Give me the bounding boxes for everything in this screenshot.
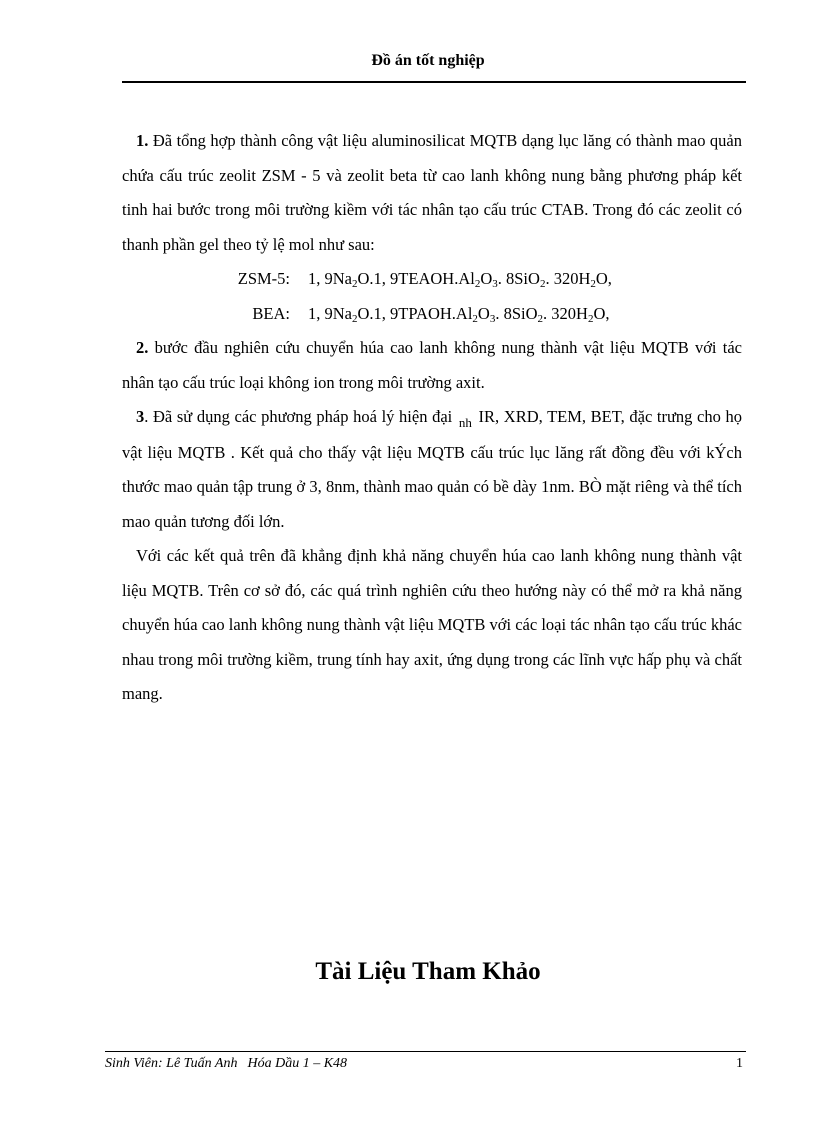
paragraph-text: Đã tổng hợp thành công vật liệu aluminosilicat MQTB dạng lục lăng có thành mao quản chứa cấu trúc zeolit ZSM - 5 và zeolit beta từ cao lanh không nung bằng phương pháp kết tinh hai bước trong môi trường kiềm với tác nhân tạo cấu trúc CTAB. Trong đó các zeolit có thanh phần gel theo tỷ lệ mol như sau: [122, 131, 742, 254]
conclusion-paragraph-3 [122, 400, 742, 539]
paragraph-text: bước đầu nghiên cứu chuyển húa cao lanh không nung thành vật liệu MQTB với tác nhân tạo cấu trúc loại không ion trong môi trường axit. [122, 338, 742, 392]
paragraph-text: Với các kết quả trên đã khẳng định khả năng chuyển húa cao lanh không nung thành vật liệu MQTB. Trên cơ sở đó, các quá trình nghiên cứu theo hướng này có thể mở ra khả năng chuyển húa cao lanh không nung thành vật liệu MQTB với các loại tác nhân tạo cấu trúc khác nhau trong môi trường kiềm, trung tính hay axit, ứng dụng trong các lĩnh vực hấp phụ và chất mang. [122, 546, 742, 703]
formula-expression: 1, $9Na_2O.1$, $9TEAOH.Al_2O_3$. 8SiO$_2$. $320H_2O$, [308, 269, 612, 290]
footer-divider [105, 1051, 746, 1052]
item-number: 3 [136, 407, 145, 426]
stray-text: nh [458, 415, 472, 430]
header-divider [122, 81, 746, 83]
conclusion-paragraph-2 [122, 331, 742, 400]
formula-label: ZSM-5: [237, 269, 290, 288]
footer-info [105, 1056, 357, 1072]
footer-student: Sinh Viên: Lê Tuấn Anh [105, 1056, 238, 1071]
paragraph-text: IR, XRD, TEM, BET, đặc trưng cho họ vật liệu MQTB . Kết quả cho thấy vật liệu MQTB cấu trúc lục lăng rất đồng đều với kÝch thước mao quản tập trung ở 3, 8nm, thành mao quản có bề dày 1nm. BÒ mặt riêng và thể tích mao quản tương đối lớn. [122, 407, 743, 531]
formula-label: BEA: [252, 303, 290, 323]
page-number: 1 [736, 1056, 743, 1071]
formula-zsm5 [122, 262, 742, 297]
conclusions-body [122, 124, 742, 712]
conclusion-paragraph-1 [122, 124, 742, 262]
references-heading: Tài Liệu Tham Khảo [315, 958, 541, 985]
formula-expression: 1, $9Na_2O.1$, $9TPAOH.Al_2O_3$. 8SiO$_2$. $320H_2O$, [308, 303, 610, 325]
footer-class: Hóa Dầu 1 – K48 [247, 1056, 348, 1071]
page-header-title: Đồ án tốt nghiệp [371, 52, 485, 69]
formula-bea [122, 297, 742, 332]
paragraph-text: . Đã sử dụng các phương pháp hoá lý hiện đại [144, 407, 453, 426]
item-number: 1. [136, 131, 149, 150]
item-number: 2. [136, 338, 149, 357]
conclusion-paragraph-4 [122, 539, 742, 712]
